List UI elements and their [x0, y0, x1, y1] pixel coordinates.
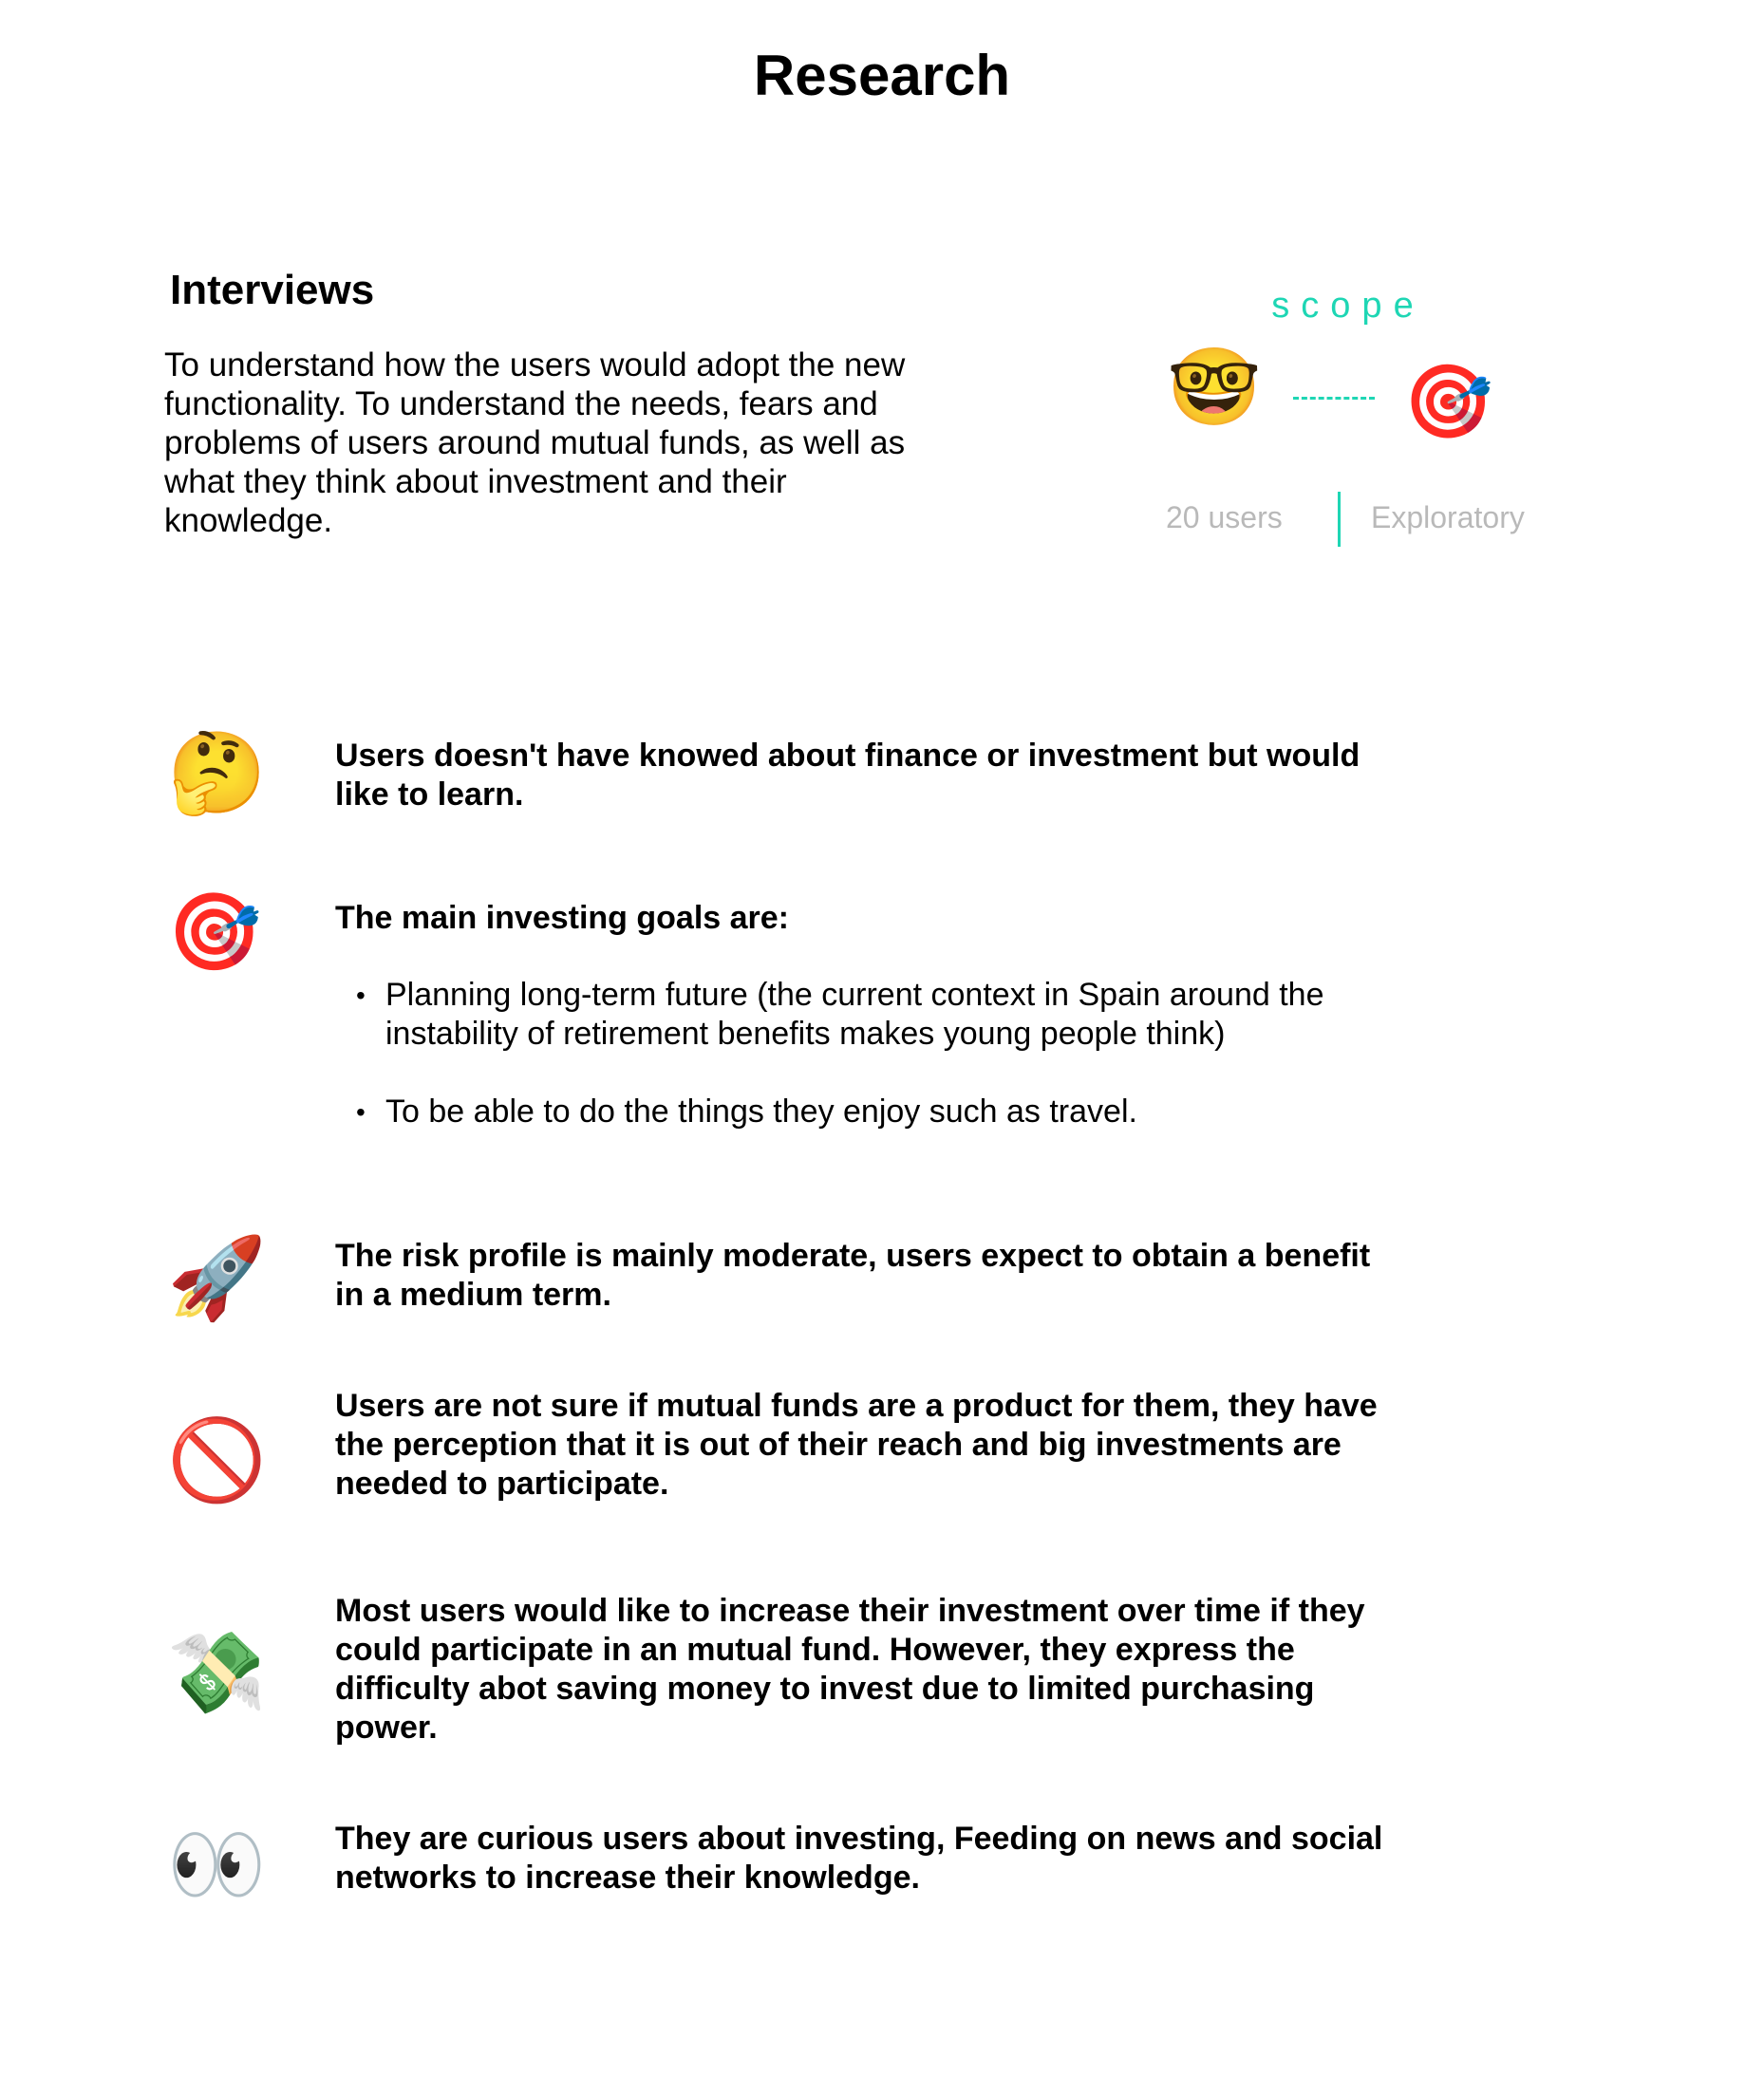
direct-hit-target-icon: 🎯 [167, 888, 262, 976]
eyes-icon: 👀 [167, 1818, 267, 1911]
scope-divider [1338, 492, 1341, 547]
scope-connector [1293, 397, 1375, 400]
scope-users: 20 users [1166, 500, 1283, 534]
page-title: Research [753, 44, 1011, 107]
list-item: • Planning long-term future (the current context in Spain around the instability of retirement benefits makes young people think) [356, 977, 1324, 1052]
rocket-icon: 🚀 [167, 1231, 267, 1324]
finding-text: The risk profile is mainly moderate, users expect to obtain a benefit in a medium term. [335, 1238, 1371, 1313]
direct-hit-target-icon: 🎯 [1403, 359, 1493, 443]
scope-label: scope [1271, 286, 1425, 326]
thinking-face-icon: 🤔 [167, 726, 267, 819]
finding-text: Users doesn't have knowed about finance or investment but would like to learn. [335, 738, 1361, 813]
prohibited-icon: 🚫 [167, 1413, 267, 1506]
finding-text: Users are not sure if mutual funds are a product for them, they have the perception that it is out of their reach and big investments are needed to participate. [335, 1388, 1378, 1502]
finding-text: Most users would like to increase their investment over time if they could participate in an mutual fund. However, they express the difficulty abot saving money to invest due to limited purchasing power. [335, 1593, 1365, 1746]
finding-text: They are curious users about investing, Feeding on news and social networks to increase their knowledge. [335, 1821, 1383, 1896]
interviews-title: Interviews [170, 267, 375, 313]
nerd-face-icon: 🤓 [1167, 343, 1262, 431]
list-item: • To be able to do the things they enjoy such as travel. [356, 1094, 1137, 1130]
interviews-description: To understand how the users would adopt the new functionality. To understand the needs, fears and problems of users around mutual funds, as well as what they think about investment and their knowledge. [164, 346, 906, 539]
scope-type: Exploratory [1371, 500, 1525, 534]
finding-text: The main investing goals are: [335, 900, 790, 936]
goals-list [335, 976, 1389, 1131]
money-with-wings-icon: 💸 [167, 1626, 267, 1719]
